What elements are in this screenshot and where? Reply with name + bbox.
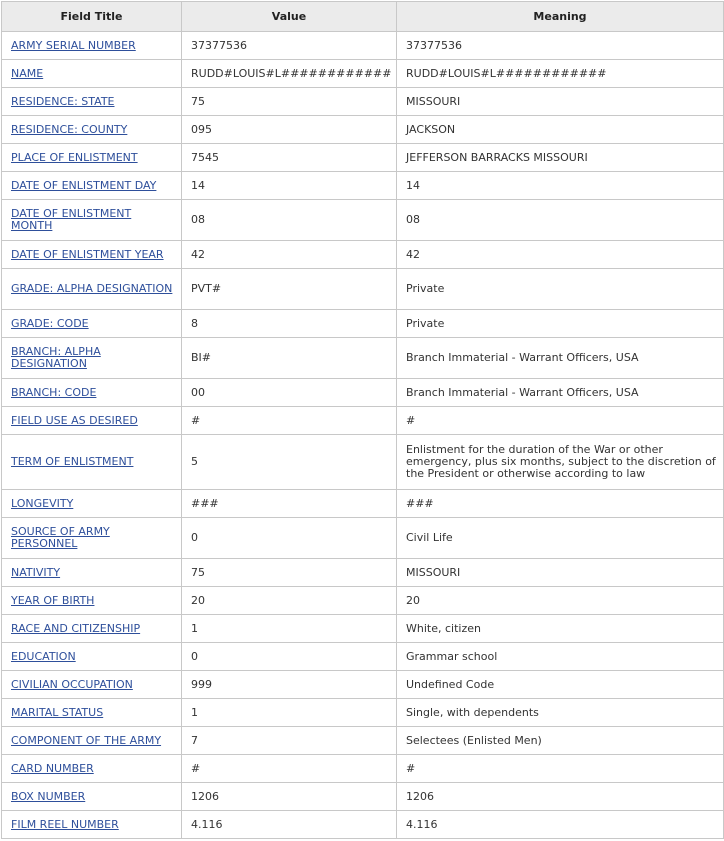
field-title-cell	[2, 435, 182, 490]
table-row	[2, 144, 724, 172]
field-title-cell	[2, 269, 182, 310]
value-cell: 08	[182, 200, 397, 241]
table-row	[2, 407, 724, 435]
table-row	[2, 60, 724, 88]
table-row	[2, 310, 724, 338]
field-link[interactable]: RESIDENCE: STATE	[11, 94, 115, 108]
table-row	[2, 811, 724, 839]
value-cell: 42	[182, 241, 397, 269]
field-link[interactable]: SOURCE OF ARMY PERSONNEL	[11, 525, 110, 550]
table-row	[2, 518, 724, 559]
field-link[interactable]: CARD NUMBER	[11, 761, 94, 775]
meaning-cell: White, citizen	[397, 615, 724, 643]
value-cell: 4.116	[182, 811, 397, 839]
field-title-cell	[2, 172, 182, 200]
table-row	[2, 587, 724, 615]
table-row	[2, 671, 724, 699]
meaning-cell: Enlistment for the duration of the War or other emergency, plus six months, subject to the discretion of the President or otherwise according to law	[397, 435, 724, 490]
field-link[interactable]: EDUCATION	[11, 649, 76, 663]
field-link[interactable]: BRANCH: CODE	[11, 385, 97, 399]
field-title-cell	[2, 241, 182, 269]
field-title-cell	[2, 783, 182, 811]
field-link[interactable]: ARMY SERIAL NUMBER	[11, 38, 136, 52]
value-cell: 1206	[182, 783, 397, 811]
value-cell: 7545	[182, 144, 397, 172]
value-cell: RUDD#LOUIS#L############	[182, 60, 397, 88]
meaning-cell: 37377536	[397, 32, 724, 60]
meaning-cell: Undefined Code	[397, 671, 724, 699]
header-field-title: Field Title	[2, 2, 182, 32]
field-title-cell	[2, 559, 182, 587]
field-link[interactable]: BRANCH: ALPHA DESIGNATION	[11, 345, 101, 370]
meaning-cell: Single, with dependents	[397, 699, 724, 727]
field-title-cell	[2, 518, 182, 559]
value-cell: 00	[182, 379, 397, 407]
meaning-cell: 20	[397, 587, 724, 615]
table-row	[2, 172, 724, 200]
field-title-cell	[2, 88, 182, 116]
value-cell: 1	[182, 699, 397, 727]
field-link[interactable]: DATE OF ENLISTMENT DAY	[11, 178, 157, 192]
field-title-cell	[2, 643, 182, 671]
table-row	[2, 116, 724, 144]
field-title-cell	[2, 60, 182, 88]
value-cell: 095	[182, 116, 397, 144]
table-row	[2, 338, 724, 379]
value-cell: ###	[182, 490, 397, 518]
meaning-cell: 08	[397, 200, 724, 241]
meaning-cell: Selectees (Enlisted Men)	[397, 727, 724, 755]
table-row	[2, 615, 724, 643]
table-body	[2, 32, 724, 839]
value-cell: #	[182, 755, 397, 783]
meaning-cell: Private	[397, 269, 724, 310]
field-title-cell	[2, 811, 182, 839]
meaning-cell: RUDD#LOUIS#L############	[397, 60, 724, 88]
field-title-cell	[2, 32, 182, 60]
table-row	[2, 755, 724, 783]
meaning-cell: 14	[397, 172, 724, 200]
meaning-cell: 4.116	[397, 811, 724, 839]
meaning-cell: MISSOURI	[397, 559, 724, 587]
value-cell: 37377536	[182, 32, 397, 60]
value-cell: #	[182, 407, 397, 435]
field-link[interactable]: FIELD USE AS DESIRED	[11, 413, 138, 427]
value-cell: 14	[182, 172, 397, 200]
value-cell: PVT#	[182, 269, 397, 310]
meaning-cell: #	[397, 755, 724, 783]
meaning-cell: 1206	[397, 783, 724, 811]
field-link[interactable]: FILM REEL NUMBER	[11, 817, 119, 831]
meaning-cell: JACKSON	[397, 116, 724, 144]
field-title-cell	[2, 200, 182, 241]
field-title-cell	[2, 338, 182, 379]
table-row	[2, 32, 724, 60]
field-link[interactable]: NATIVITY	[11, 565, 61, 579]
field-title-cell	[2, 310, 182, 338]
field-title-cell	[2, 755, 182, 783]
value-cell: BI#	[182, 338, 397, 379]
header-meaning: Meaning	[397, 2, 724, 32]
value-cell: 0	[182, 643, 397, 671]
value-cell: 75	[182, 559, 397, 587]
header-value: Value	[182, 2, 397, 32]
field-title-cell	[2, 116, 182, 144]
table-row	[2, 490, 724, 518]
field-title-cell	[2, 671, 182, 699]
table-row	[2, 200, 724, 241]
table-row	[2, 699, 724, 727]
field-title-cell	[2, 407, 182, 435]
table-row	[2, 783, 724, 811]
field-link[interactable]: DATE OF ENLISTMENT YEAR	[11, 247, 164, 261]
meaning-cell: JEFFERSON BARRACKS MISSOURI	[397, 144, 724, 172]
value-cell: 999	[182, 671, 397, 699]
header-row	[2, 2, 724, 32]
value-cell: 7	[182, 727, 397, 755]
field-link[interactable]: CIVILIAN OCCUPATION	[11, 677, 133, 691]
meaning-cell: ###	[397, 490, 724, 518]
field-link[interactable]: PLACE OF ENLISTMENT	[11, 150, 138, 164]
field-title-cell	[2, 699, 182, 727]
value-cell: 1	[182, 615, 397, 643]
value-cell: 20	[182, 587, 397, 615]
table-row	[2, 435, 724, 490]
meaning-cell: Civil Life	[397, 518, 724, 559]
field-link[interactable]: RACE AND CITIZENSHIP	[11, 621, 141, 635]
table-row	[2, 379, 724, 407]
table-row	[2, 241, 724, 269]
field-link[interactable]: YEAR OF BIRTH	[11, 593, 95, 607]
field-title-cell	[2, 615, 182, 643]
table-row	[2, 88, 724, 116]
meaning-cell: #	[397, 407, 724, 435]
field-title-cell	[2, 587, 182, 615]
field-title-cell	[2, 490, 182, 518]
meaning-cell: MISSOURI	[397, 88, 724, 116]
field-link[interactable]: MARITAL STATUS	[11, 705, 104, 719]
table-header	[2, 2, 724, 32]
meaning-cell: Branch Immaterial - Warrant Officers, USA	[397, 338, 724, 379]
enlistment-record-table	[1, 1, 724, 839]
field-link[interactable]: RESIDENCE: COUNTY	[11, 122, 128, 136]
field-link[interactable]: TERM OF ENLISTMENT	[11, 455, 134, 468]
field-title-cell	[2, 727, 182, 755]
field-link[interactable]: DATE OF ENLISTMENT MONTH	[11, 207, 132, 232]
field-link[interactable]: NAME	[11, 66, 44, 80]
meaning-cell: Private	[397, 310, 724, 338]
table-row	[2, 727, 724, 755]
table-row	[2, 643, 724, 671]
field-link[interactable]: GRADE: CODE	[11, 316, 89, 330]
value-cell: 8	[182, 310, 397, 338]
field-title-cell	[2, 379, 182, 407]
value-cell: 0	[182, 518, 397, 559]
field-link[interactable]: BOX NUMBER	[11, 789, 86, 803]
value-cell: 5	[182, 435, 397, 490]
meaning-cell: Branch Immaterial - Warrant Officers, USA	[397, 379, 724, 407]
table-row	[2, 269, 724, 310]
field-link[interactable]: COMPONENT OF THE ARMY	[11, 733, 162, 747]
table-row	[2, 559, 724, 587]
field-title-cell	[2, 144, 182, 172]
field-link[interactable]: GRADE: ALPHA DESIGNATION	[11, 282, 173, 295]
meaning-cell: 42	[397, 241, 724, 269]
field-link[interactable]: LONGEVITY	[11, 496, 74, 510]
value-cell: 75	[182, 88, 397, 116]
meaning-cell: Grammar school	[397, 643, 724, 671]
